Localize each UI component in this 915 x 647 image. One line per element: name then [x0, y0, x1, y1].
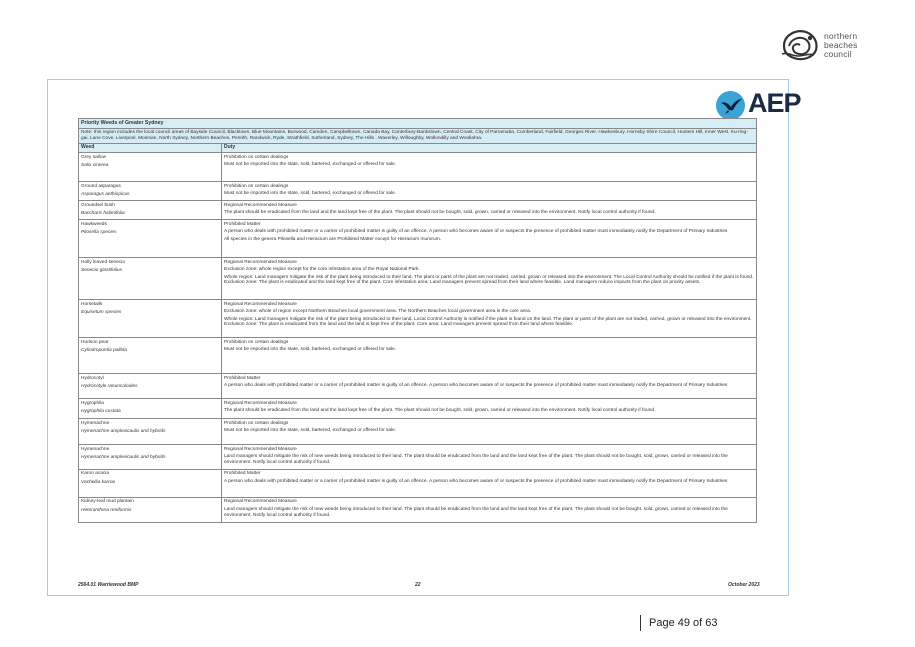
duty-cell: [222, 258, 757, 300]
weed-common-name: Karoo acacia: [81, 471, 109, 477]
weed-scientific-name: Hymenachne amplexicaulis and hybrids: [81, 428, 166, 434]
weed-cell: [79, 469, 222, 497]
table-row: [79, 182, 757, 201]
table-row: [79, 399, 757, 419]
council-name-line: council: [824, 49, 852, 59]
weed-common-name: Hygrophila: [81, 400, 104, 406]
table-row: [79, 258, 757, 300]
weed-cell: [79, 153, 222, 182]
duty-cell: [222, 399, 757, 419]
duty-type: Prohibition on certain dealings: [224, 339, 289, 345]
table-row: [79, 220, 757, 258]
page-number: Page 49 of 63: [640, 615, 718, 631]
duty-text: Exclusion zone: whole region except for the core infestation area of the Royal National Park.: [224, 267, 420, 273]
duty-text: Must not be imported into the state, sold, bartered, exchanged or offered for sale.: [224, 162, 397, 168]
table-row: [79, 469, 757, 497]
weed-scientific-name: Equisetum species: [81, 309, 122, 315]
weed-common-name: Hymenachne: [81, 420, 110, 426]
duty-text: All species in the genera Pilosella and Hieracium are Prohibited Matter except for Hieracium murorum.: [224, 236, 442, 242]
duty-type: Prohibition on certain dealings: [224, 183, 289, 189]
weed-cell: [79, 182, 222, 201]
weed-cell: [79, 338, 222, 374]
weed-scientific-name: Hydrocotyle ranunculoides: [81, 383, 138, 389]
weed-scientific-name: Cylindropuntia pallida: [81, 347, 127, 353]
duty-type: Regional Recommended Measure: [224, 446, 297, 452]
table-header-row: [79, 143, 757, 153]
table-row: [79, 338, 757, 374]
council-emblem-icon: [780, 28, 820, 62]
duty-text: Land managers should mitigate the risk of new weeds being introduced to their land. The plant should be eradicated from the land and the land kept free of the plant. The plant should not be bought, sold, grown, carried or released into the environment. Notify local control authority if found.: [224, 507, 728, 518]
duty-cell: [222, 419, 757, 445]
duty-text: Whole region: Land managers mitigate the risk of the plant being introduced to their land. Local Control Authority is notified if the plant is found on the land. The plant or parts of the plant are not traded, carried, grown or released into the environment. Exclusion zone: The plant is eradicated from the land and the land is kept free of the plant. Core area: Land managers prevent spread from their land where feasible.: [224, 316, 752, 328]
table-title: Priority Weeds of Greater Sydney: [79, 119, 757, 129]
aep-wordmark: AEP: [748, 88, 801, 118]
duty-text: The plant should be eradicated from the land and the land kept free of the plant. The plant should not be bought, sold, grown, carried or released into the environment. Notify local control authority if found.: [224, 210, 656, 216]
duty-cell: [222, 182, 757, 201]
aep-logo: [668, 88, 801, 118]
weed-scientific-name: Vachellia karroo: [81, 479, 116, 485]
duty-cell: [222, 338, 757, 374]
weed-common-name: Horsetails: [81, 301, 103, 307]
weed-cell: [79, 300, 222, 338]
table-title-row: [79, 119, 757, 129]
council-name-line: beaches: [824, 40, 858, 50]
weed-cell: [79, 419, 222, 445]
table-row: [79, 419, 757, 445]
weed-cell: [79, 497, 222, 522]
weed-cell: [79, 220, 222, 258]
weed-scientific-name: Senecio glastifolius: [81, 267, 123, 273]
duty-text: A person who deals with prohibited matter or a carrier of prohibited matter is guilty of an offence. A person who becomes aware of or suspects the presence of prohibited matter must immediately notify the Department of Primary Industries: [224, 479, 728, 485]
weed-common-name: Hymenachne: [81, 446, 110, 452]
duty-text: The plant should be eradicated from the land and the land kept free of the plant. The plant should not be bought, sold, grown, carried or released into the environment. Notify local control authority if found.: [224, 408, 656, 414]
table-row: [79, 374, 757, 399]
weed-common-name: Holly leaved senecio: [81, 259, 125, 265]
weed-cell: [79, 201, 222, 220]
duty-type: Prohibited Matter: [224, 471, 261, 477]
duty-type: Regional Recommended Measure: [224, 259, 297, 265]
table-row: [79, 300, 757, 338]
weed-common-name: Grey sallow: [81, 154, 107, 160]
weed-scientific-name: Heteranthera reniformis: [81, 507, 132, 513]
duty-text: Land managers should mitigate the risk of new weeds being introduced to their land. The plant should be eradicated from the land and the land kept free of the plant. The plant should not be bought, sold, grown, carried or released into the environment. Notify local control authority if found.: [224, 454, 728, 466]
footer-doc-ref: 2564.01 Warriewood BMP: [78, 582, 139, 588]
duty-cell: [222, 300, 757, 338]
duty-type: Prohibited Matter: [224, 221, 261, 227]
document-page: [47, 79, 801, 596]
weed-scientific-name: Pilosella species: [81, 229, 117, 235]
duty-text: Must not be imported into the state, sold, bartered, exchanged or offered for sale.: [224, 191, 397, 197]
duty-text: Exclusion zone: whole of region except Northern Beaches local government area. The Northern Beaches local government area is the core area.: [224, 309, 532, 315]
weed-common-name: Kidney-leaf mud plantain: [81, 499, 134, 505]
duty-type: Prohibition on certain dealings: [224, 154, 289, 160]
table-row: [79, 497, 757, 522]
weed-common-name: Hudson pear: [81, 339, 109, 345]
council-name-line: northern: [824, 31, 858, 41]
duty-cell: [222, 469, 757, 497]
duty-type: Prohibition on certain dealings: [224, 420, 289, 426]
duty-type: Regional Recommended Measure: [224, 301, 297, 307]
weed-scientific-name: Asparagus aethiopicus: [81, 191, 130, 197]
priority-weeds-table: [78, 118, 757, 523]
duty-cell: [222, 201, 757, 220]
aep-bird-icon: [716, 91, 745, 120]
table-note-row: [79, 128, 757, 143]
weed-common-name: Groundsel bush: [81, 202, 115, 208]
weed-cell: [79, 445, 222, 470]
weed-scientific-name: Hymenachne amplexicaulis and hybrids: [81, 454, 166, 460]
table-note: Note: this region includes the local council areas of Bayside Council, Blacktown, Blue Mountains, Burwood, Camden, Campbelltown, Canada Bay, Canterbury-Bankstown, Central Coast, City of Parramatta, Cumberland, Fairfield, Georges River, Hawkesbury, Hornsby Shire Council, Hunters Hill, Inner West, Ku-ring-gai, Lane Cove, Liverpool, Mosman, North Sydney, Northern Beaches, Penrith, Randwick, Ryde, Strathfield, Sutherland, Sydney, The Hills , Waverley, Willoughby, Wollondilly and Woollahra.: [79, 128, 757, 143]
duty-type: Prohibited Matter: [224, 375, 261, 381]
table-row: [79, 201, 757, 220]
weed-column-header: Weed: [79, 143, 222, 153]
council-name: [824, 32, 858, 59]
footer-date: October 2023: [728, 582, 760, 588]
weed-cell: [79, 258, 222, 300]
duty-type: Regional Recommended Measure: [224, 499, 297, 505]
weed-scientific-name: Salix cinerea: [81, 162, 109, 168]
duty-text: Must not be imported into the state, sold, bartered, exchanged or offered for sale.: [224, 347, 397, 353]
northern-beaches-logo: [780, 28, 875, 64]
duty-text: A person who deals with prohibited matter or a carrier of prohibited matter is guilty of an offence. A person who becomes aware of or suspects the presence of prohibited matter must immediately notify the Department of Primary Industries: [224, 229, 728, 235]
duty-type: Regional Recommended Measure: [224, 202, 297, 208]
weed-scientific-name: Hygrophila costata: [81, 408, 121, 414]
table-row: [79, 445, 757, 470]
footer-page: 22: [415, 582, 421, 588]
duty-text: A person who deals with prohibited matter or a carrier of prohibited matter is guilty of an offence. A person who becomes aware of or suspects the presence of prohibited matter must immediately notify the Department of Primary Industries: [224, 383, 728, 389]
duty-type: Regional Recommended Measure: [224, 400, 297, 406]
weed-cell: [79, 399, 222, 419]
duty-cell: [222, 220, 757, 258]
table-row: [79, 153, 757, 182]
weed-common-name: Hawkweeds: [81, 221, 107, 227]
weed-cell: [79, 374, 222, 399]
duty-cell: [222, 374, 757, 399]
duty-cell: [222, 445, 757, 470]
duty-column-header: Duty: [222, 143, 757, 153]
duty-cell: [222, 153, 757, 182]
duty-cell: [222, 497, 757, 522]
weed-common-name: Hydrocotyl: [81, 375, 104, 381]
duty-text: Must not be imported into the state, sold, bartered, exchanged or offered for sale.: [224, 428, 397, 434]
weed-common-name: Ground asparagus: [81, 183, 121, 189]
weed-scientific-name: Baccharis halimifolia: [81, 210, 125, 216]
duty-text: Whole region: Land managers mitigate the risk of the plant being introduced to their land. The plant or parts of the plant are not traded, carried, grown or released into the environment. The Local Control Authority should be notified if the plant is found. Exclusion zone: The plant is eradicated and the land kept free of the plant. Core infestation area: Land managers prevent spread from their land where feasible. Land managers reduce impacts from the plant on priority assets.: [224, 274, 754, 286]
